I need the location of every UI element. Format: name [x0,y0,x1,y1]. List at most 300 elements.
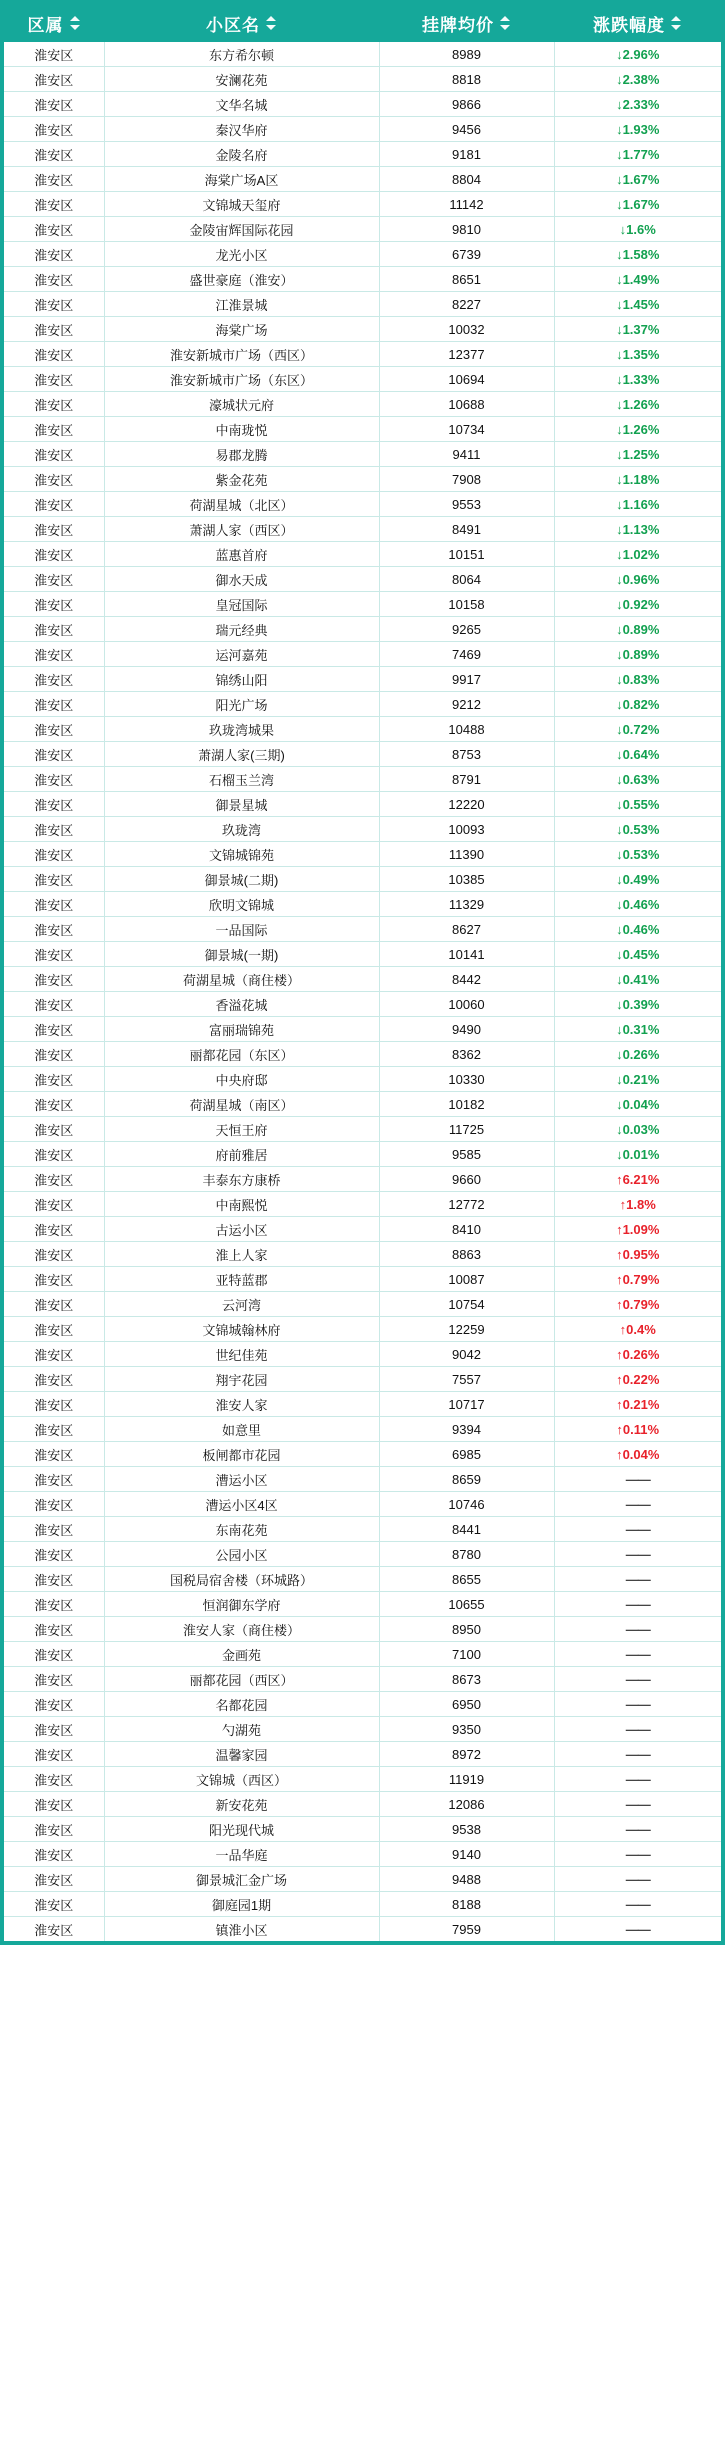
table-row[interactable] [4,1167,721,1192]
table-row[interactable] [4,1917,721,1942]
table-row[interactable] [4,417,721,442]
cell-community-name[interactable]: 如意里 [104,1417,379,1442]
table-row[interactable] [4,42,721,67]
cell-community-name[interactable]: 御景星城 [104,792,379,817]
cell-change-rate: —— [554,1592,721,1617]
cell-community-name[interactable]: 中央府邸 [104,1067,379,1092]
column-header-district[interactable] [4,4,104,42]
cell-community-name[interactable]: 皇冠国际 [104,592,379,617]
cell-change-rate: ↓1.45% [554,292,721,317]
cell-change-rate: ↓0.03% [554,1117,721,1142]
table-row[interactable] [4,1567,721,1592]
cell-listing-price: 10746 [379,1492,554,1517]
cell-change-rate: ↑0.79% [554,1267,721,1292]
cell-listing-price: 8950 [379,1617,554,1642]
table-row[interactable] [4,742,721,767]
cell-community-name[interactable]: 东方希尔顿 [104,42,379,67]
cell-community-name[interactable]: 古运小区 [104,1217,379,1242]
cell-listing-price: 8791 [379,767,554,792]
cell-district: 淮安区 [4,1842,104,1867]
cell-district: 淮安区 [4,1667,104,1692]
cell-listing-price: 10182 [379,1092,554,1117]
cell-change-rate: ↓2.38% [554,67,721,92]
column-header-listing-price-label: 挂牌均价 [422,15,494,35]
table-row[interactable] [4,1467,721,1492]
cell-community-name[interactable]: 勺湖苑 [104,1717,379,1742]
cell-district: 淮安区 [4,517,104,542]
cell-listing-price: 8188 [379,1892,554,1917]
cell-district: 淮安区 [4,142,104,167]
cell-change-rate: —— [554,1667,721,1692]
cell-community-name[interactable]: 淮安新城市广场（东区） [104,367,379,392]
cell-community-name[interactable]: 江淮景城 [104,292,379,317]
cell-community-name[interactable]: 淮安新城市广场（西区） [104,342,379,367]
cell-listing-price: 9042 [379,1342,554,1367]
table-row[interactable] [4,517,721,542]
cell-listing-price: 8442 [379,967,554,992]
table-row[interactable] [4,1792,721,1817]
cell-change-rate: ↓0.49% [554,867,721,892]
cell-listing-price: 10488 [379,717,554,742]
cell-community-name[interactable]: 府前雅居 [104,1142,379,1167]
cell-listing-price: 9538 [379,1817,554,1842]
cell-community-name[interactable]: 世纪佳苑 [104,1342,379,1367]
cell-change-rate: ↓0.72% [554,717,721,742]
cell-district: 淮安区 [4,1192,104,1217]
cell-listing-price: 7908 [379,467,554,492]
cell-district: 淮安区 [4,1542,104,1567]
cell-change-rate: ↓1.02% [554,542,721,567]
cell-district: 淮安区 [4,842,104,867]
table-row[interactable] [4,1367,721,1392]
table-row[interactable] [4,342,721,367]
cell-change-rate: ↓1.58% [554,242,721,267]
cell-listing-price: 8780 [379,1542,554,1567]
table-row[interactable] [4,1067,721,1092]
cell-district: 淮安区 [4,42,104,67]
cell-district: 淮安区 [4,1242,104,1267]
cell-listing-price: 9553 [379,492,554,517]
cell-district: 淮安区 [4,1617,104,1642]
cell-district: 淮安区 [4,217,104,242]
cell-community-name[interactable]: 萧湖人家（西区） [104,517,379,542]
table-row[interactable] [4,467,721,492]
cell-listing-price: 10717 [379,1392,554,1417]
cell-community-name[interactable]: 秦汉华府 [104,117,379,142]
sort-icon[interactable] [671,16,682,30]
cell-community-name[interactable]: 丰泰东方康桥 [104,1167,379,1192]
cell-community-name[interactable]: 丽都花园（东区） [104,1042,379,1067]
cell-community-name[interactable]: 蓝惠首府 [104,542,379,567]
table-row[interactable] [4,367,721,392]
cell-district: 淮安区 [4,67,104,92]
table-row[interactable] [4,1217,721,1242]
cell-change-rate: —— [554,1692,721,1717]
cell-listing-price: 7100 [379,1642,554,1667]
table-row[interactable] [4,792,721,817]
cell-listing-price: 10151 [379,542,554,567]
cell-district: 淮安区 [4,1342,104,1367]
cell-change-rate: ↓0.83% [554,667,721,692]
cell-listing-price: 8753 [379,742,554,767]
cell-change-rate: ↑0.95% [554,1242,721,1267]
cell-community-name[interactable]: 公园小区 [104,1542,379,1567]
cell-change-rate: ↓0.89% [554,617,721,642]
sort-icon[interactable] [266,16,277,30]
cell-community-name[interactable]: 安澜花苑 [104,67,379,92]
table-row[interactable] [4,1667,721,1692]
cell-district: 淮安区 [4,992,104,1017]
cell-community-name[interactable]: 淮上人家 [104,1242,379,1267]
table-row[interactable] [4,1342,721,1367]
table-row[interactable] [4,1592,721,1617]
cell-change-rate: ↓0.31% [554,1017,721,1042]
table-row[interactable] [4,1392,721,1417]
table-row[interactable] [4,667,721,692]
table-row[interactable] [4,167,721,192]
cell-listing-price: 6950 [379,1692,554,1717]
cell-community-name[interactable]: 御景城汇金广场 [104,1867,379,1892]
cell-change-rate: ↓1.67% [554,167,721,192]
table-row[interactable] [4,142,721,167]
column-header-district-label: 区属 [27,15,64,35]
cell-district: 淮安区 [4,717,104,742]
cell-community-name[interactable]: 中南熙悦 [104,1192,379,1217]
cell-listing-price: 8655 [379,1567,554,1592]
cell-community-name[interactable]: 瑞元经典 [104,617,379,642]
cell-district: 淮安区 [4,1417,104,1442]
cell-listing-price: 10087 [379,1267,554,1292]
cell-community-name[interactable]: 文锦城锦苑 [104,842,379,867]
table-row[interactable] [4,592,721,617]
table-row[interactable] [4,642,721,667]
table-row[interactable] [4,967,721,992]
table-row[interactable] [4,1192,721,1217]
table-row[interactable] [4,817,721,842]
cell-community-name[interactable]: 富丽瑞锦苑 [104,1017,379,1042]
table-row[interactable] [4,1242,721,1267]
cell-community-name[interactable]: 香溢花城 [104,992,379,1017]
column-header-listing-price[interactable] [379,4,554,42]
cell-community-name[interactable]: 温馨家园 [104,1742,379,1767]
cell-community-name[interactable]: 盛世豪庭（淮安） [104,267,379,292]
cell-community-name[interactable]: 海棠广场A区 [104,167,379,192]
cell-community-name[interactable]: 一品华庭 [104,1842,379,1867]
cell-change-rate: —— [554,1817,721,1842]
cell-listing-price: 6739 [379,242,554,267]
cell-district: 淮安区 [4,1217,104,1242]
cell-community-name[interactable]: 镇淮小区 [104,1917,379,1942]
cell-community-name[interactable]: 阳光现代城 [104,1817,379,1842]
sort-icon[interactable] [70,16,81,30]
table-row[interactable] [4,1892,721,1917]
cell-change-rate: ↓1.35% [554,342,721,367]
cell-listing-price: 8410 [379,1217,554,1242]
cell-district: 淮安区 [4,1717,104,1742]
cell-change-rate: ↓1.18% [554,467,721,492]
table-row[interactable] [4,1867,721,1892]
table-row[interactable] [4,1442,721,1467]
table-row[interactable] [4,692,721,717]
table-header [4,4,721,42]
cell-district: 淮安区 [4,92,104,117]
table-header-row [4,4,721,42]
cell-community-name[interactable]: 濠城状元府 [104,392,379,417]
cell-community-name[interactable]: 东南花苑 [104,1517,379,1542]
table-row[interactable] [4,917,721,942]
cell-district: 淮安区 [4,317,104,342]
cell-district: 淮安区 [4,1092,104,1117]
cell-community-name[interactable]: 萧湖人家(三期) [104,742,379,767]
table-row[interactable] [4,1767,721,1792]
cell-community-name[interactable]: 御景城(二期) [104,867,379,892]
cell-district: 淮安区 [4,742,104,767]
cell-community-name[interactable]: 板闸都市花园 [104,1442,379,1467]
table-row[interactable] [4,1092,721,1117]
cell-change-rate: ↑0.21% [554,1392,721,1417]
table-row[interactable] [4,617,721,642]
cell-district: 淮安区 [4,1067,104,1092]
table-row[interactable] [4,1492,721,1517]
cell-change-rate: ↓0.92% [554,592,721,617]
cell-change-rate: ↓1.16% [554,492,721,517]
table-row[interactable] [4,92,721,117]
cell-change-rate: —— [554,1492,721,1517]
table-row[interactable] [4,392,721,417]
cell-community-name[interactable]: 玖珑湾 [104,817,379,842]
cell-community-name[interactable]: 荷湖星城（商住楼） [104,967,379,992]
table-row[interactable] [4,1017,721,1042]
cell-community-name[interactable]: 翔宇花园 [104,1367,379,1392]
cell-community-name[interactable]: 淮安人家（商住楼） [104,1617,379,1642]
cell-change-rate: —— [554,1617,721,1642]
cell-community-name[interactable]: 国税局宿舍楼（环城路） [104,1567,379,1592]
table-row[interactable] [4,1742,721,1767]
table-row[interactable] [4,992,721,1017]
cell-change-rate: ↓1.49% [554,267,721,292]
table-row[interactable] [4,242,721,267]
cell-community-name[interactable]: 名都花园 [104,1692,379,1717]
cell-listing-price: 9810 [379,217,554,242]
table-row[interactable] [4,1817,721,1842]
cell-listing-price: 6985 [379,1442,554,1467]
cell-district: 淮安区 [4,1167,104,1192]
cell-community-name[interactable]: 中南珑悦 [104,417,379,442]
cell-listing-price: 10330 [379,1067,554,1092]
cell-change-rate: ↓0.53% [554,817,721,842]
cell-community-name[interactable]: 文华名城 [104,92,379,117]
cell-community-name[interactable]: 恒润御东学府 [104,1592,379,1617]
cell-district: 淮安区 [4,967,104,992]
table-row[interactable] [4,1842,721,1867]
table-row[interactable] [4,767,721,792]
table-row[interactable] [4,1267,721,1292]
cell-district: 淮安区 [4,917,104,942]
cell-community-name[interactable]: 玖珑湾城果 [104,717,379,742]
cell-change-rate: ↑0.4% [554,1317,721,1342]
cell-change-rate: ↑1.8% [554,1192,721,1217]
cell-change-rate: ↓1.13% [554,517,721,542]
cell-community-name[interactable]: 御景城(一期) [104,942,379,967]
table-row[interactable] [4,1042,721,1067]
table-row[interactable] [4,117,721,142]
cell-listing-price: 8818 [379,67,554,92]
cell-change-rate: ↓0.41% [554,967,721,992]
cell-community-name[interactable]: 天恒王府 [104,1117,379,1142]
cell-community-name[interactable]: 丽都花园（西区） [104,1667,379,1692]
cell-community-name[interactable]: 一品国际 [104,917,379,942]
table-row[interactable] [4,492,721,517]
table-row[interactable] [4,442,721,467]
cell-community-name[interactable]: 文锦城翰林府 [104,1317,379,1342]
cell-community-name[interactable]: 亚特蓝郡 [104,1267,379,1292]
column-header-change-rate[interactable] [554,4,721,42]
cell-listing-price: 8673 [379,1667,554,1692]
cell-listing-price: 12086 [379,1792,554,1817]
cell-change-rate: ↓0.89% [554,642,721,667]
cell-community-name[interactable]: 荷湖星城（北区） [104,492,379,517]
table-row[interactable] [4,1542,721,1567]
cell-listing-price: 12377 [379,342,554,367]
sort-icon[interactable] [500,16,511,30]
cell-district: 淮安区 [4,1692,104,1717]
cell-listing-price: 8064 [379,567,554,592]
cell-change-rate: ↓0.64% [554,742,721,767]
cell-district: 淮安区 [4,1442,104,1467]
table-row[interactable] [4,1692,721,1717]
table-row[interactable] [4,1717,721,1742]
cell-change-rate: ↓1.37% [554,317,721,342]
cell-community-name[interactable]: 阳光广场 [104,692,379,717]
cell-listing-price: 8804 [379,167,554,192]
cell-change-rate: ↓0.46% [554,917,721,942]
cell-change-rate: ↓1.26% [554,417,721,442]
cell-change-rate: ↓1.26% [554,392,721,417]
cell-community-name[interactable]: 文锦城（西区） [104,1767,379,1792]
cell-community-name[interactable]: 漕运小区 [104,1467,379,1492]
cell-community-name[interactable]: 锦绣山阳 [104,667,379,692]
table-row[interactable] [4,292,721,317]
cell-community-name[interactable]: 漕运小区4区 [104,1492,379,1517]
table-row[interactable] [4,717,721,742]
cell-district: 淮安区 [4,117,104,142]
cell-change-rate: —— [554,1542,721,1567]
cell-district: 淮安区 [4,492,104,517]
cell-community-name[interactable]: 文锦城天玺府 [104,192,379,217]
cell-community-name[interactable]: 御庭园1期 [104,1892,379,1917]
cell-district: 淮安区 [4,642,104,667]
housing-price-table [4,4,721,1941]
table-row[interactable] [4,567,721,592]
cell-listing-price: 7959 [379,1917,554,1942]
cell-listing-price: 10060 [379,992,554,1017]
cell-change-rate: ↓0.55% [554,792,721,817]
cell-district: 淮安区 [4,442,104,467]
cell-district: 淮安区 [4,667,104,692]
cell-listing-price: 12772 [379,1192,554,1217]
cell-district: 淮安区 [4,417,104,442]
table-row[interactable] [4,267,721,292]
table-row[interactable] [4,892,721,917]
cell-district: 淮安区 [4,1567,104,1592]
cell-change-rate: ↑0.04% [554,1442,721,1467]
cell-community-name[interactable]: 新安花苑 [104,1792,379,1817]
cell-listing-price: 8651 [379,267,554,292]
cell-community-name[interactable]: 云河湾 [104,1292,379,1317]
table-row[interactable] [4,1317,721,1342]
table-row[interactable] [4,542,721,567]
cell-district: 淮安区 [4,1592,104,1617]
cell-community-name[interactable]: 运河嘉苑 [104,642,379,667]
cell-district: 淮安区 [4,267,104,292]
table-row[interactable] [4,1142,721,1167]
cell-district: 淮安区 [4,792,104,817]
cell-community-name[interactable]: 石榴玉兰湾 [104,767,379,792]
table-row[interactable] [4,867,721,892]
cell-listing-price: 11919 [379,1767,554,1792]
cell-district: 淮安区 [4,1042,104,1067]
cell-listing-price: 10032 [379,317,554,342]
cell-district: 淮安区 [4,1867,104,1892]
table-row[interactable] [4,1417,721,1442]
cell-listing-price: 9181 [379,142,554,167]
cell-community-name[interactable]: 淮安人家 [104,1392,379,1417]
cell-district: 淮安区 [4,1267,104,1292]
table-row[interactable] [4,217,721,242]
cell-community-name[interactable]: 金陵宙辉国际花园 [104,217,379,242]
cell-community-name[interactable]: 龙光小区 [104,242,379,267]
cell-community-name[interactable]: 紫金花苑 [104,467,379,492]
cell-listing-price: 9411 [379,442,554,467]
table-row[interactable] [4,842,721,867]
cell-community-name[interactable]: 欣明文锦城 [104,892,379,917]
column-header-community-name[interactable] [104,4,379,42]
cell-district: 淮安区 [4,1792,104,1817]
cell-listing-price: 9917 [379,667,554,692]
cell-listing-price: 9660 [379,1167,554,1192]
table-row[interactable] [4,1292,721,1317]
cell-change-rate: ↑0.11% [554,1417,721,1442]
cell-district: 淮安区 [4,192,104,217]
cell-community-name[interactable]: 荷湖星城（南区） [104,1092,379,1117]
cell-listing-price: 10734 [379,417,554,442]
cell-community-name[interactable]: 易郡龙腾 [104,442,379,467]
table-row[interactable] [4,1617,721,1642]
cell-community-name[interactable]: 海棠广场 [104,317,379,342]
table-row[interactable] [4,1117,721,1142]
table-row[interactable] [4,192,721,217]
cell-listing-price: 10093 [379,817,554,842]
table-row[interactable] [4,317,721,342]
cell-listing-price: 9490 [379,1017,554,1042]
cell-change-rate: ↓0.04% [554,1092,721,1117]
cell-district: 淮安区 [4,1142,104,1167]
table-row[interactable] [4,1642,721,1667]
cell-change-rate: —— [554,1792,721,1817]
table-row[interactable] [4,1517,721,1542]
cell-change-rate: ↓0.63% [554,767,721,792]
cell-district: 淮安区 [4,242,104,267]
cell-listing-price: 9212 [379,692,554,717]
cell-change-rate: —— [554,1517,721,1542]
cell-change-rate: —— [554,1642,721,1667]
cell-district: 淮安区 [4,817,104,842]
cell-community-name[interactable]: 御水天成 [104,567,379,592]
cell-community-name[interactable]: 金画苑 [104,1642,379,1667]
table-row[interactable] [4,67,721,92]
cell-community-name[interactable]: 金陵名府 [104,142,379,167]
table-row[interactable] [4,942,721,967]
